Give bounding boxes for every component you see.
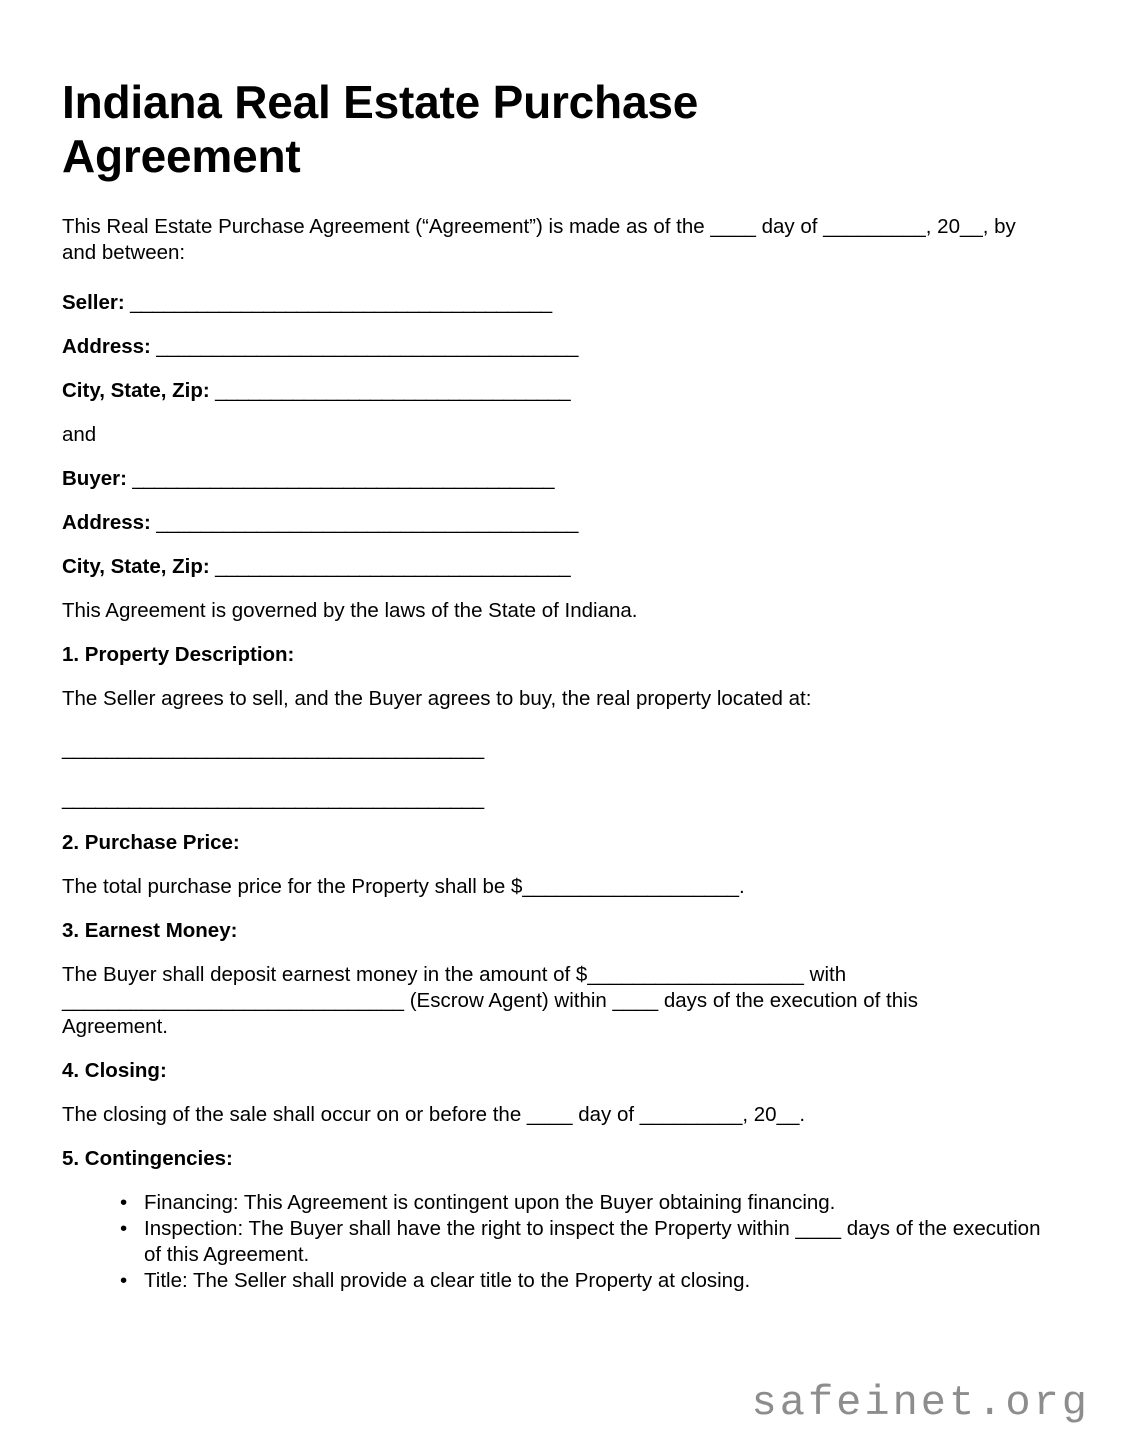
spacer xyxy=(62,812,1062,830)
buyer-name-field xyxy=(62,466,1062,492)
section-heading-closing: 4. Closing: xyxy=(62,1059,167,1083)
spacer xyxy=(62,944,1062,962)
buyer-city-field xyxy=(62,554,1062,580)
spacer xyxy=(62,624,1062,642)
spacer xyxy=(62,580,1062,598)
buyer-address-blank[interactable]: ______________________________________ xyxy=(150,510,579,534)
spacer xyxy=(62,668,1062,686)
spacer xyxy=(62,404,1062,422)
buyer-name-label: Buyer: xyxy=(62,466,127,490)
list-item: • Inspection: The Buyer shall have the right to inspect the Property within ____ days of the execution of this Agreement. xyxy=(120,1216,1062,1268)
section-heading-property-description: 1. Property Description: xyxy=(62,642,295,666)
buyer-address-label: Address: xyxy=(62,510,151,534)
spacer xyxy=(62,316,1062,334)
seller-address-label: Address: xyxy=(62,334,151,358)
spacer xyxy=(62,1040,1062,1058)
spacer xyxy=(62,266,1062,290)
buyer-address-field xyxy=(62,510,1062,536)
list-item: • Title: The Seller shall provide a clear title to the Property at closing. xyxy=(120,1268,1062,1294)
property-address-blank-line-1[interactable]: ______________________________________ xyxy=(62,737,484,760)
spacer xyxy=(62,536,1062,554)
seller-city-blank[interactable]: ________________________________ xyxy=(209,378,571,402)
seller-city-field xyxy=(62,378,1062,404)
section-heading-purchase-price: 2. Purchase Price: xyxy=(62,831,240,855)
contingencies-list xyxy=(62,1190,1062,1294)
intro-paragraph: This Real Estate Purchase Agreement (“Agreement”) is made as of the ____ day of _________, 20__, by and between: xyxy=(62,214,1022,264)
seller-name-blank[interactable]: ______________________________________ xyxy=(124,290,552,314)
seller-name-label: Seller: xyxy=(62,290,125,314)
buyer-city-label: City, State, Zip: xyxy=(62,554,210,578)
spacer xyxy=(62,360,1062,378)
buyer-city-blank[interactable]: ________________________________ xyxy=(209,554,571,578)
spacer xyxy=(62,492,1062,510)
seller-name-field xyxy=(62,290,1062,316)
site-watermark: safeinet.org xyxy=(751,1379,1090,1427)
spacer xyxy=(62,762,1062,786)
spacer xyxy=(62,1084,1062,1102)
governing-law-paragraph: This Agreement is governed by the laws of the State of Indiana. xyxy=(62,598,638,622)
property-address-blank-line-2[interactable]: ______________________________________ xyxy=(62,787,484,811)
spacer xyxy=(62,1128,1062,1146)
seller-address-field xyxy=(62,334,1062,360)
spacer xyxy=(62,184,1062,214)
spacer xyxy=(62,900,1062,918)
spacer xyxy=(62,712,1062,736)
section-body-property-description: The Seller agrees to sell, and the Buyer agrees to buy, the real property located at: xyxy=(62,686,812,710)
section-body-earnest-money: The Buyer shall deposit earnest money in the amount of $___________________ with ______________________________ (Escrow Agent) within ____ days of the execution of this Agreement. xyxy=(62,963,923,1039)
section-heading-contingencies: 5. Contingencies: xyxy=(62,1147,233,1171)
spacer xyxy=(62,1172,1062,1190)
list-item: • Financing: This Agreement is contingent upon the Buyer obtaining financing. xyxy=(120,1190,1062,1216)
spacer xyxy=(62,856,1062,874)
seller-address-blank[interactable]: ______________________________________ xyxy=(150,334,579,358)
section-body-purchase-price: The total purchase price for the Property shall be $___________________. xyxy=(62,875,745,899)
spacer xyxy=(62,448,1062,466)
conjunction-and: and xyxy=(62,422,97,446)
section-heading-earnest-money: 3. Earnest Money: xyxy=(62,919,238,943)
seller-city-label: City, State, Zip: xyxy=(62,378,210,402)
page-title: Indiana Real Estate Purchase Agreement xyxy=(62,76,699,182)
buyer-name-blank[interactable]: ______________________________________ xyxy=(126,466,555,490)
section-body-closing: The closing of the sale shall occur on or before the ____ day of _________, 20__. xyxy=(62,1103,806,1127)
